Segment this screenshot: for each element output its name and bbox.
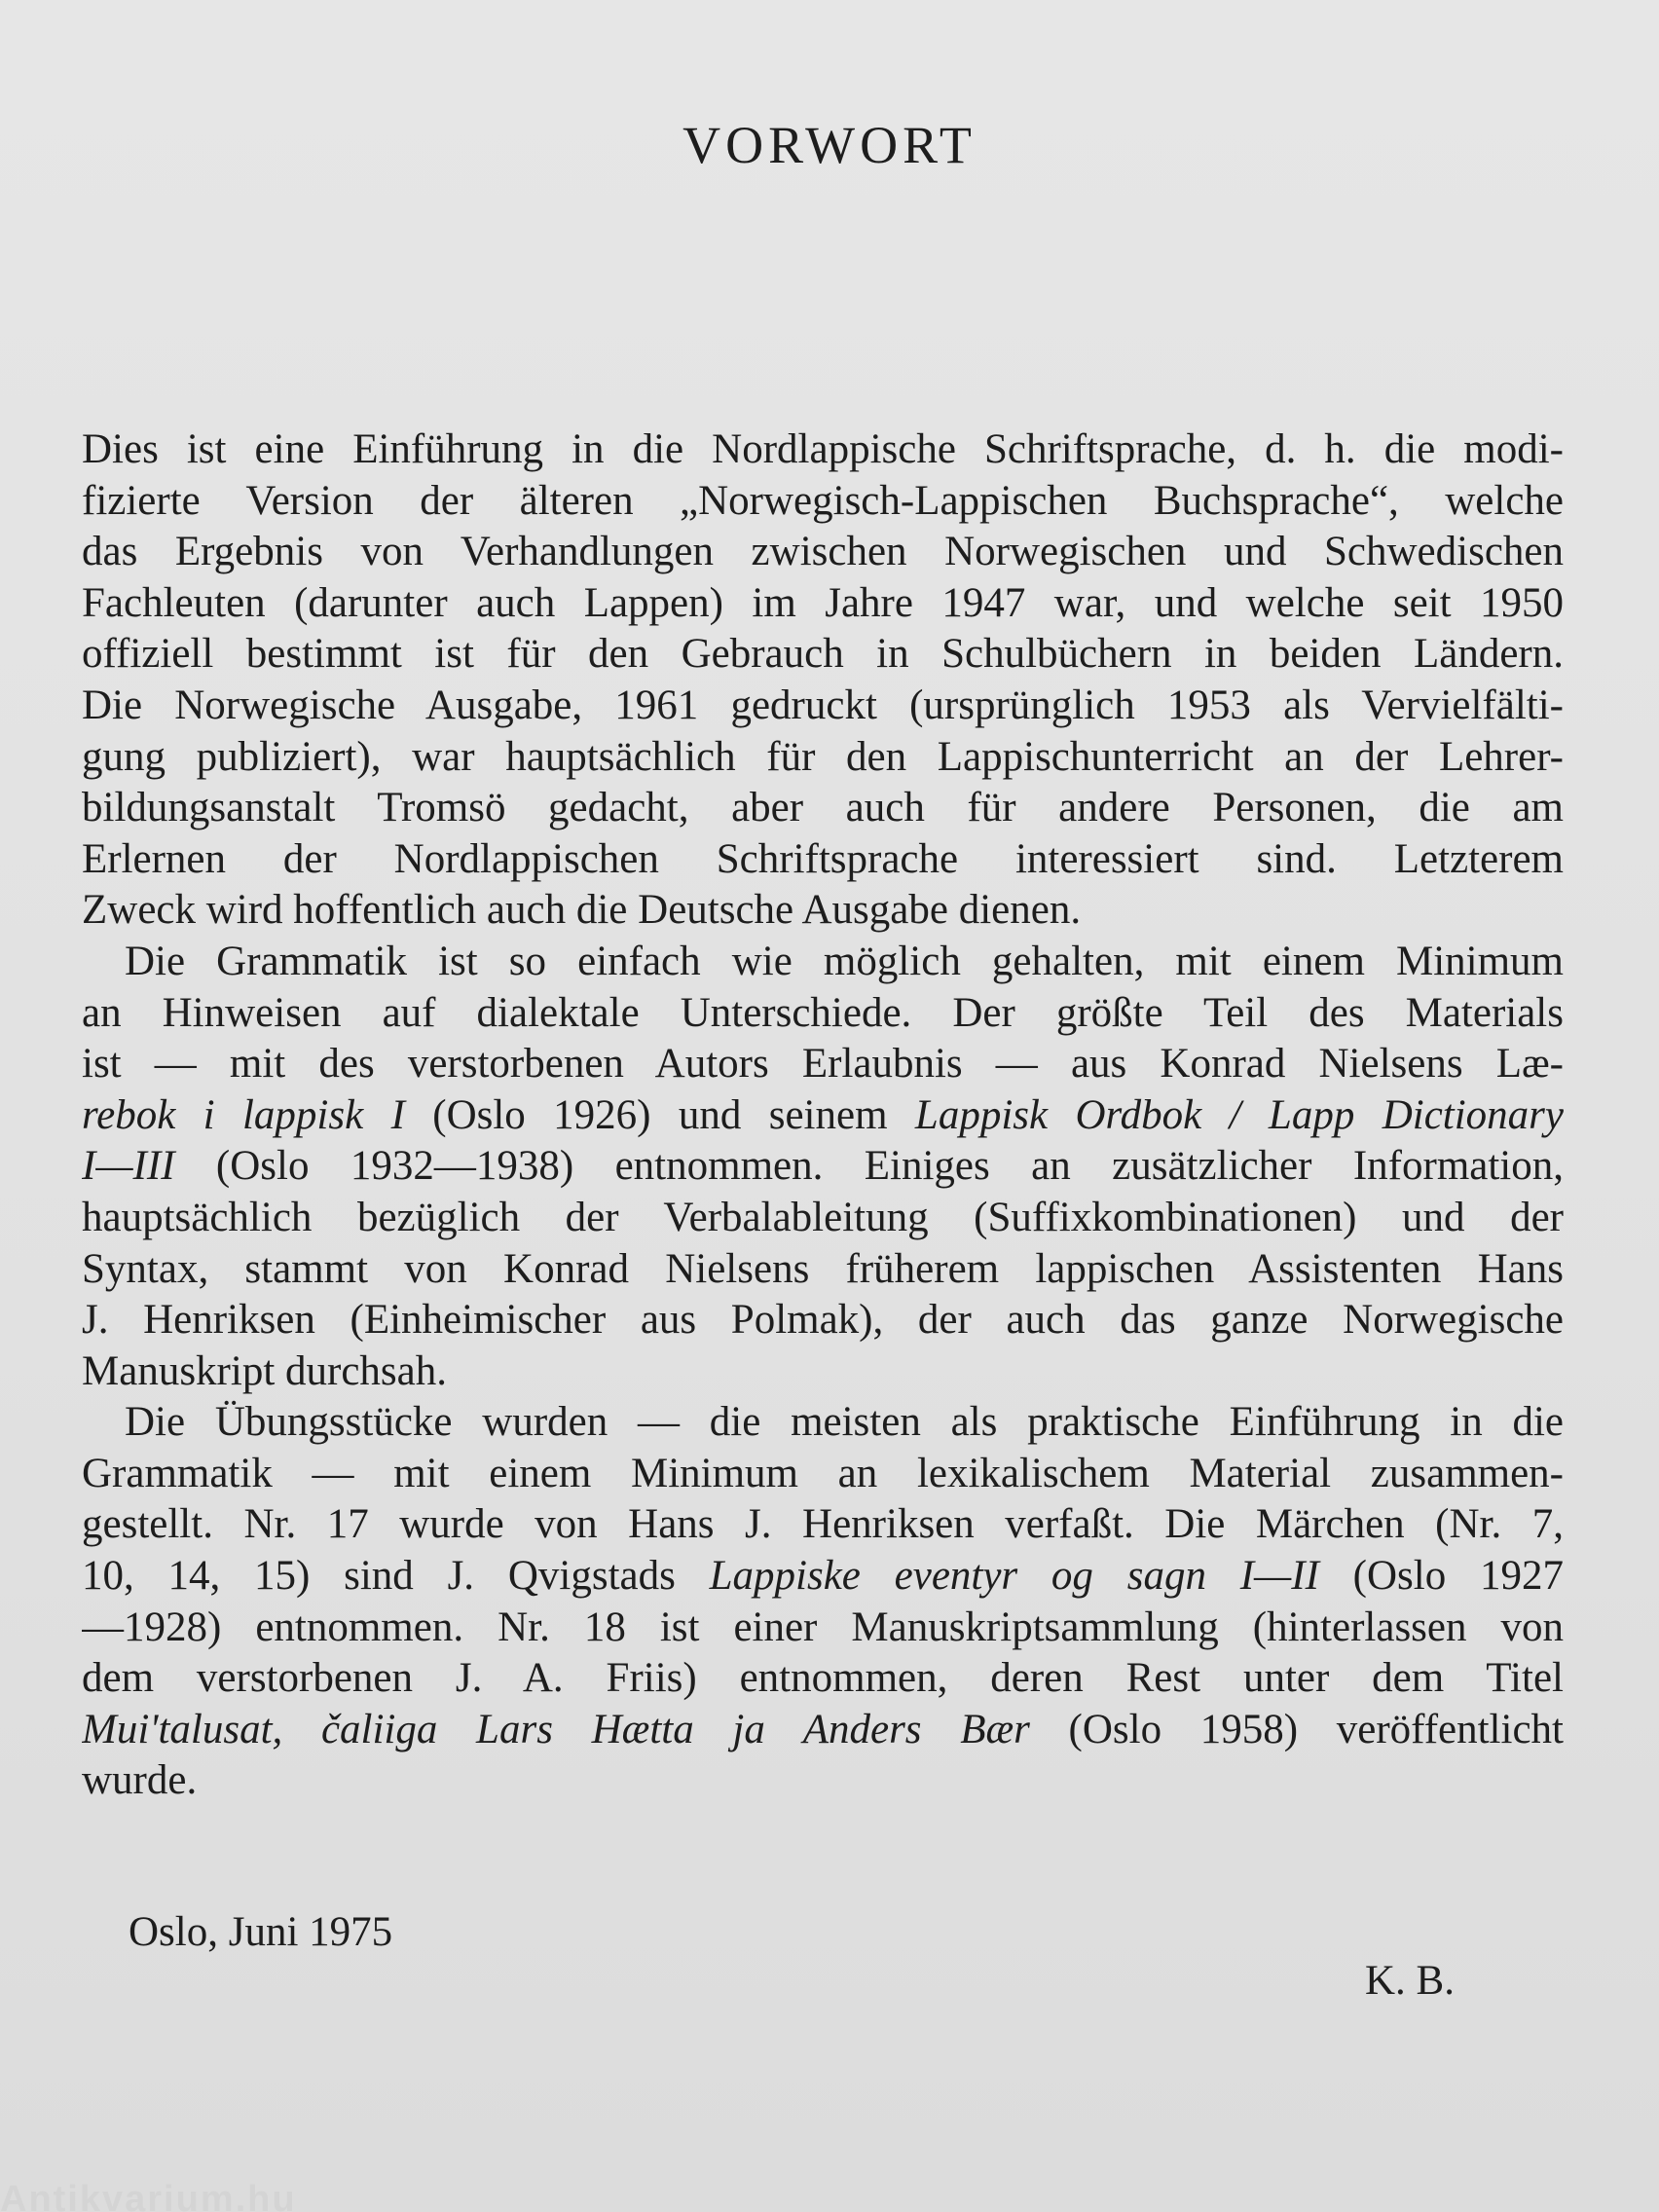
text-line: Manuskript durchsah. (82, 1347, 447, 1394)
text-line: 10, 14, 15) sind J. Qvigstads Lappiske eventyr og sagn I—II (Oslo 1927 (82, 1553, 1564, 1600)
text-line: Die Norwegische Ausgabe, 1961 gedruckt (ursprünglich 1953 als Vervielfälti- (82, 682, 1564, 728)
text-line: hauptsächlich bezüglich der Verbalableitung (Suffixkombinationen) und der (82, 1194, 1564, 1240)
text-line: rebok i lappisk I (Oslo 1926) und seinem Lappisk Ordbok / Lapp Dictionary (82, 1091, 1564, 1138)
text-line: gung publiziert), war hauptsächlich für den Lappischunterricht an der Lehrer- (82, 733, 1564, 780)
text-line: J. Henriksen (Einheimischer aus Polmak), der auch das ganze Norwegische (82, 1297, 1564, 1344)
text-line: I—III (Oslo 1932—1938) entnommen. Einiges an zusätzlicher Information, (82, 1143, 1564, 1190)
text-line: dem verstorbenen J. A. Friis) entnommen, deren Rest unter dem Titel (82, 1655, 1564, 1702)
text-line: an Hinweisen auf dialektale Unterschiede. Der größte Teil des Materials (82, 989, 1564, 1036)
page-title: VORWORT (682, 116, 977, 174)
text-line: Die Übungsstücke wurden — die meisten als praktische Einführung in die (125, 1399, 1564, 1446)
text-line: das Ergebnis von Verhandlungen zwischen Norwegischen und Schwedischen (82, 529, 1564, 575)
text-line: Syntax, stammt von Konrad Nielsens früherem lappischen Assistenten Hans (82, 1245, 1564, 1292)
text-line: Zweck wird hoffentlich auch die Deutsche Ausgabe dienen. (82, 887, 1082, 934)
book-title: Mui'talusat, čaliiga Lars Hætta ja Anders Bær (82, 1706, 1030, 1752)
book-title: Lappiske eventyr og sagn I—II (709, 1553, 1319, 1600)
text-line: offiziell bestimmt ist für den Gebrauch in Schulbüchern in beiden Ländern. (82, 631, 1564, 678)
text-line: Die Grammatik ist so einfach wie möglich gehalten, mit einem Minimum (125, 938, 1564, 984)
text-line: wurde. (82, 1757, 198, 1804)
text-line: ist — mit des verstorbenen Autors Erlaubnis — aus Konrad Nielsens Læ- (82, 1041, 1564, 1088)
text-line: —1928) entnommen. Nr. 18 ist einer Manuskriptsammlung (hinterlassen von (82, 1604, 1564, 1650)
author-initials: K. B. (1365, 1958, 1455, 2004)
text-line: Erlernen der Nordlappischen Schriftsprache interessiert sind. Letzterem (82, 835, 1564, 882)
book-title: I—III (82, 1143, 175, 1190)
text-line: fizierte Version der älteren „Norwegisch-Lappischen Buchsprache“, welche (82, 477, 1564, 524)
text-line: Grammatik — mit einem Minimum an lexikalischem Material zusammen- (82, 1450, 1564, 1496)
text-line: Dies ist eine Einführung in die Nordlappische Schriftsprache, d. h. die modi- (82, 426, 1564, 472)
book-title: Lappisk Ordbok / Lapp Dictionary (914, 1091, 1564, 1138)
preface-text (82, 424, 1564, 1807)
text-line: bildungsanstalt Tromsö gedacht, aber auch für andere Personen, die am (82, 785, 1564, 831)
book-title: rebok i lappisk I (82, 1091, 405, 1138)
text-line: gestellt. Nr. 17 wurde von Hans J. Henriksen verfaßt. Die Märchen (Nr. 7, (82, 1501, 1564, 1548)
place-date: Oslo, Juni 1975 (129, 1909, 393, 1955)
text-line: Fachleuten (darunter auch Lappen) im Jahre 1947 war, und welche seit 1950 (82, 579, 1564, 626)
text-line: Mui'talusat, čaliiga Lars Hætta ja Anders Bær (Oslo 1958) veröffentlicht (82, 1706, 1564, 1752)
watermark: Antikvarium.hu (0, 2179, 297, 2212)
